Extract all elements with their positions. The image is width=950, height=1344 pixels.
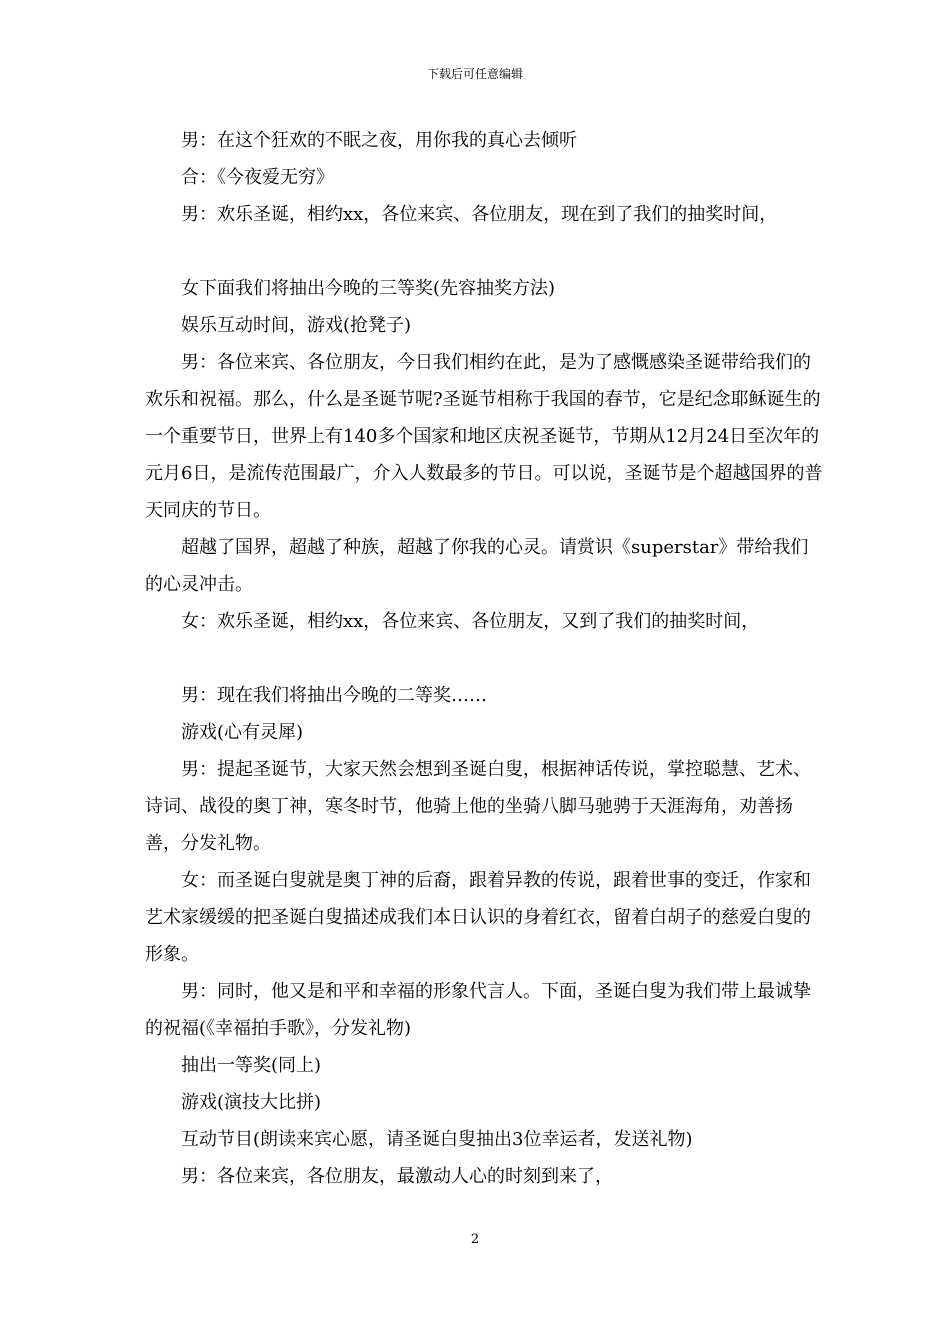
script-line: 游戏(演技大比拼) — [181, 1092, 322, 1113]
blank-line — [145, 640, 825, 677]
blank-line — [145, 233, 825, 270]
script-line: 男：各位来宾，各位朋友，最激动人心的时刻到来了， — [181, 1166, 613, 1187]
page-number: 2 — [470, 1232, 480, 1247]
script-line: 女下面我们将抽出今晚的三等奖(先容抽奖方法) — [181, 278, 556, 299]
script-line: 互动节目(朗读来宾心愿，请圣诞白叟抽出3位幸运者，发送礼物) — [181, 1129, 693, 1150]
page-header-note: 下载后可任意编辑 — [426, 67, 523, 81]
script-line: 男：欢乐圣诞，相约xx，各位来宾、各位朋友，现在到了我们的抽奖时间， — [181, 204, 778, 225]
script-line: 超越了国界，超越了种族，超越了你我的心灵。请赏识《superstar》带给我们的心灵冲击。 — [145, 537, 809, 595]
script-line: 女：而圣诞白叟就是奥丁神的后裔，跟着异教的传说，跟着世事的变迁，作家和艺术家缓缓的把圣诞白叟描述成我们本日认识的身着红衣，留着白胡子的慈爱白叟的形象。 — [145, 870, 811, 965]
script-line: 男：提起圣诞节，大家天然会想到圣诞白叟，根据神话传说，掌控聪慧、艺术、诗词、战役的奥丁神，寒冬时节，他骑上他的坐骑八脚马驰骋于天涯海角，劝善扬善，分发礼物。 — [145, 759, 811, 854]
script-line: 女：欢乐圣诞，相约xx，各位来宾、各位朋友，又到了我们的抽奖时间， — [181, 611, 760, 632]
script-line: 抽出一等奖(同上) — [181, 1055, 322, 1076]
script-line: 男：现在我们将抽出今晚的二等奖…… — [181, 685, 487, 706]
script-line: 男：在这个狂欢的不眠之夜，用你我的真心去倾听 — [181, 130, 577, 151]
script-line: 男：各位来宾、各位朋友，今日我们相约在此，是为了感慨感染圣诞带给我们的欢乐和祝福。那么，什么是圣诞节呢?圣诞节相称于我国的春节，它是纪念耶稣诞生的一个重要节日，世界上有140多个国家和地区庆祝圣诞节，节期从12月24日至次年的元月6日，是流传范围最广，介入人数最多的节日。可以说，圣诞节是个超越国界的普天同庆的节日。 — [145, 352, 823, 521]
script-line: 游戏(心有灵犀) — [181, 722, 304, 743]
script-line: 男：同时，他又是和平和幸福的形象代言人。下面，圣诞白叟为我们带上最诚挚的祝福(《幸福拍手歌》，分发礼物) — [145, 981, 811, 1039]
script-line: 合：《今夜爱无穷》 — [181, 167, 334, 188]
document-body — [145, 122, 825, 1195]
script-line: 娱乐互动时间，游戏(抢凳子) — [181, 315, 412, 336]
